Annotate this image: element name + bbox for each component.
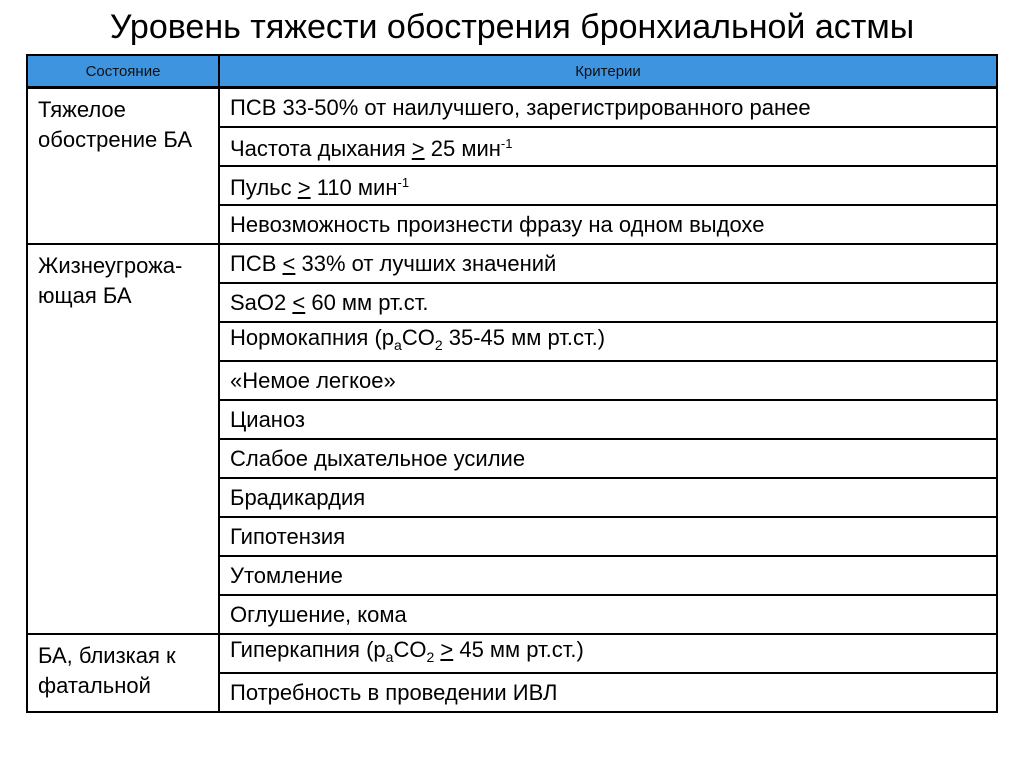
state-cell: Жизнеугрожа-ющая БА [27, 244, 219, 634]
table-row [27, 88, 997, 128]
asthma-severity-table [26, 54, 998, 713]
column-header-criteria: Критерии [219, 55, 997, 88]
state-cell: Тяжелое обострение БА [27, 88, 219, 245]
criterion-cell: Нормокапния ($p_aCO_2$ 35-45 мм рт.ст.) [219, 322, 997, 361]
criterion-cell: Частота дыхания > 25 мин$^{-1}$ [219, 127, 997, 166]
table-row [27, 634, 997, 673]
criterion-cell: Гипотензия [219, 517, 997, 556]
criterion-cell: «Немое легкое» [219, 361, 997, 400]
criterion-cell: Слабое дыхательное усилие [219, 439, 997, 478]
criterion-cell: ПСВ 33-50% от наилучшего, зарегистрированного ранее [219, 88, 997, 128]
criterion-cell: Брадикардия [219, 478, 997, 517]
criterion-cell: Гиперкапния ($p_aCO_2 > 45$ мм рт.ст.) [219, 634, 997, 673]
table-header-row [27, 55, 997, 88]
column-header-state: Состояние [27, 55, 219, 88]
page-title: Уровень тяжести обострения бронхиальной астмы [109, 8, 915, 46]
criterion-cell: SaO2 < 60 мм рт.ст. [219, 283, 997, 322]
criterion-cell: ПСВ < 33% от лучших значений [219, 244, 997, 283]
state-cell: БА, близкая к фатальной [27, 634, 219, 712]
criterion-cell: Утомление [219, 556, 997, 595]
criterion-cell: Пульс > 110 мин$^{-1}$ [219, 166, 997, 205]
table-row [27, 244, 997, 283]
criterion-cell: Цианоз [219, 400, 997, 439]
table-body [27, 88, 997, 713]
criterion-cell: Оглушение, кома [219, 595, 997, 634]
criterion-cell: Потребность в проведении ИВЛ [219, 673, 997, 712]
criterion-cell: Невозможность произнести фразу на одном выдохе [219, 205, 997, 244]
